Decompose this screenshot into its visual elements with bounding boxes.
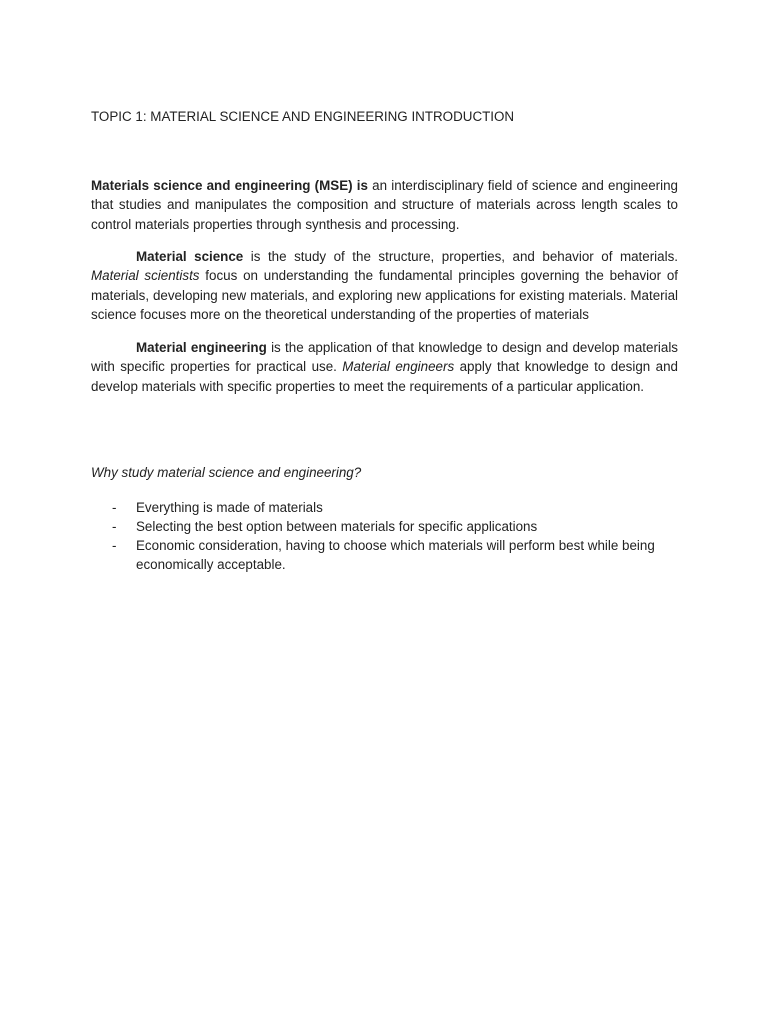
document-title: TOPIC 1: MATERIAL SCIENCE AND ENGINEERING INTRODUCTION [91,109,515,124]
paragraph-mse-definition [91,176,678,234]
list-item [91,536,678,574]
section-question: Why study material science and engineering? [91,465,362,480]
list-item-text: Economic consideration, having to choose which materials will perform best while being economically acceptable. [136,538,655,572]
material-science-text-1: is the study of the structure, properties, and behavior of materials. [243,249,678,264]
material-engineering-text-1: is the application of that knowledge to design and develop materials with specific properties for practical use. [91,340,678,375]
material-engineering-text-2: apply that knowledge to design and develop materials with specific properties to meet the requirements of a particular application. [91,359,678,394]
reasons-list [91,498,678,574]
material-scientists-term: Material scientists [91,268,200,284]
list-item [91,517,678,536]
document-page [91,0,678,1024]
dash-bullet: - [112,538,117,553]
paragraph-material-engineering [91,338,678,396]
dash-bullet: - [112,500,117,515]
list-item-text: Selecting the best option between materials for specific applications [136,519,538,534]
material-science-text-2: focus on understanding the fundamental principles governing the behavior of materials, developing new materials, and exploring new applications for existing materials. Material science focuses more on the theoretical understanding of the properties of materials [91,268,678,322]
mse-definition-text: an interdisciplinary field of science and engineering that studies and manipulates the composition and structure of materials across length scales to control materials properties through synthesis and processing. [91,178,679,232]
mse-term: Materials science and engineering (MSE) is [91,178,368,193]
material-engineers-term: Material engineers [342,359,455,375]
list-item-text: Everything is made of materials [136,500,323,515]
dash-bullet: - [112,519,117,534]
material-science-term: Material science [136,249,244,264]
paragraph-material-science [91,247,678,324]
list-item [91,498,678,517]
material-engineering-term: Material engineering [136,340,267,355]
